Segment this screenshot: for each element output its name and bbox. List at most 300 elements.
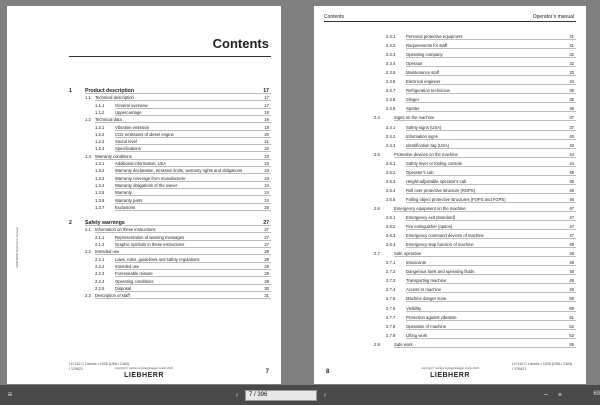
toc-entry-title: Vibration emission (115, 124, 150, 130)
toc-entry-page: 50 (569, 305, 574, 311)
toc-entry-underline (115, 188, 271, 189)
toc-entry[interactable] (314, 179, 586, 185)
toc-entry-title: Additional information, USA (115, 161, 167, 166)
toc-entry-underline (115, 151, 271, 152)
toc-entry-title: Spotter (406, 106, 420, 112)
toc-entry[interactable] (7, 257, 281, 263)
toc-entry-title: Warranty conditions (95, 153, 132, 159)
toc-entry-title: Foreseeable misuse (115, 271, 153, 277)
toc-entry-number: 2.3.3 (386, 52, 396, 58)
toc-entry-page: 35 (569, 88, 574, 94)
toc-entry-number: 2.2 (85, 249, 91, 255)
toc-entry[interactable] (7, 117, 281, 123)
toc-entry-page: 37 (569, 124, 574, 130)
toc-entry[interactable] (314, 43, 586, 49)
toc-entry-page: 34 (569, 79, 574, 85)
toc-entry-title: Warranty parts (115, 197, 143, 203)
footer-date: / 170621 (69, 367, 83, 371)
toc-entry-page: 32 (569, 52, 574, 58)
toc-entry[interactable] (7, 190, 281, 196)
toc-entry-number: 2.6.4 (386, 242, 396, 248)
toc-entry-title: CO2 emissions of diesel engine (115, 131, 174, 137)
toc-entry-number: 2 (69, 220, 72, 227)
toc-entry-page: 31 (569, 43, 574, 49)
toc-entry-number: 1.2.1 (95, 124, 105, 130)
toc-entry-underline (115, 130, 271, 131)
toc-entry-number: 1.2 (85, 117, 91, 123)
toc-entry[interactable] (7, 227, 281, 233)
toc-entry-underline (115, 291, 271, 292)
toc-entry[interactable] (314, 315, 586, 321)
toc-entry-underline (406, 39, 576, 40)
toc-entry-title: Exclusions (115, 204, 136, 210)
toc-entry-underline (394, 211, 576, 212)
footer-model: LH 110 C Litronic • 1028 (USA / CAN) (512, 362, 572, 366)
toc-entry-title: General overview (115, 102, 148, 108)
toc-entry-title: Technical data (95, 117, 122, 123)
toc-entry-number: 2.1.1 (95, 234, 105, 240)
toc-entry[interactable] (314, 324, 586, 330)
toc-entry-title: Safe work (394, 341, 413, 347)
toc-entry-page: 31 (569, 34, 574, 39)
toc-entry-page: 44 (569, 151, 574, 157)
toc-entry-page: 48 (569, 269, 574, 275)
toc-entry[interactable] (7, 139, 281, 145)
toc-entry-title: Uppercarriage (115, 109, 142, 115)
toc-entry[interactable] (314, 152, 586, 158)
liebherr-logo: LIEBHERR (430, 372, 470, 379)
toc-entry-number: 2.7.2 (386, 269, 396, 275)
toc-entry[interactable] (314, 70, 586, 76)
toc-entry-underline (115, 203, 271, 204)
contents-heading: Contents (212, 36, 269, 51)
toc-entry[interactable] (7, 125, 281, 131)
toc-entry-title: Personal protective equipment (406, 34, 463, 39)
toc-entry[interactable] (7, 286, 281, 292)
zoom-in-icon[interactable]: + (557, 390, 563, 399)
toc-entry[interactable] (7, 235, 281, 241)
toc-entry[interactable] (314, 215, 586, 221)
toc-entry-number: 1.1 (85, 95, 91, 101)
toc-entry-page: 48 (569, 251, 574, 257)
toc-entry-title: Disposal (115, 285, 132, 291)
toc-entry[interactable] (314, 342, 586, 348)
toc-entry[interactable] (314, 88, 586, 94)
toc-entry-title: Graphic symbols in these instructions (115, 242, 185, 247)
toc-entry[interactable] (7, 161, 281, 167)
toc-entry[interactable] (314, 52, 586, 58)
toc-entry[interactable] (7, 220, 281, 226)
toc-entry[interactable] (7, 176, 281, 182)
toc-entry-underline (406, 130, 576, 131)
toc-entry-page: 23 (264, 161, 269, 166)
toc-entry[interactable] (7, 271, 281, 277)
toc-entry-title: Safety signs (USA) (406, 124, 442, 130)
toc-entry-underline (115, 276, 271, 277)
running-header-right: Operator’s manual (532, 14, 574, 20)
toc-entry[interactable] (7, 242, 281, 248)
toc-entry-underline (406, 57, 576, 58)
toc-entry-number: 2.5.4 (386, 187, 396, 193)
document-page-left (7, 6, 281, 384)
toc-entry-page: 47 (569, 215, 574, 220)
toc-entry-underline (85, 225, 271, 226)
toc-entry-number: 2.2.5 (95, 285, 105, 291)
toc-entry[interactable] (314, 224, 586, 230)
toc-entry[interactable] (314, 79, 586, 85)
toc-entry-number: 2.2.4 (95, 278, 105, 284)
toc-entry-underline (85, 93, 271, 94)
toc-entry[interactable] (314, 306, 586, 312)
toc-entry-number: 2.5.5 (386, 196, 396, 202)
toc-entry-underline (115, 240, 271, 241)
toc-entry-number: 2.6.1 (386, 215, 396, 220)
toc-entry-underline (406, 148, 576, 149)
toc-entry-underline (406, 283, 576, 284)
toc-entry-underline (406, 301, 576, 302)
toc-entry-title: Information signs (406, 133, 438, 139)
toc-entry[interactable] (314, 260, 586, 266)
toc-entry-title: Falling object protective structures (FOPS and FGPS) (406, 196, 506, 202)
toc-entry-page: 53 (569, 332, 574, 338)
toc-entry-page: 45 (569, 178, 574, 184)
toc-entry-number: 2.8 (374, 341, 380, 347)
toc-entry[interactable] (314, 170, 586, 176)
toc-entry-number: 1.3.4 (95, 182, 105, 188)
toc-entry[interactable] (314, 161, 586, 167)
toc-entry-number: 2.4 (374, 115, 380, 121)
toc-entry-number: 1.3 (85, 153, 91, 159)
toc-entry[interactable] (314, 278, 586, 284)
toc-entry-number: 2.2.2 (95, 263, 105, 269)
toc-entry-title: Signs on the machine (394, 115, 435, 121)
toc-entry-number: 2.2.1 (95, 256, 105, 262)
toc-entry-number: 1.1.2 (95, 109, 105, 115)
toc-entry-underline (406, 274, 576, 275)
toc-entry-underline (406, 75, 576, 76)
toc-entry-underline (115, 195, 271, 196)
toc-entry-number: 2.1 (85, 227, 91, 233)
toc-entry-page: 32 (569, 61, 574, 67)
toc-entry-page: 27 (264, 234, 269, 240)
prev-page-icon[interactable]: ‹ (235, 391, 239, 399)
toc-entry-title: Warranty coverage from manufacturer (115, 175, 186, 181)
toc-entry-underline (115, 115, 271, 116)
toc-entry-title: Information on these instructions (95, 227, 156, 233)
toc-entry-title: Warranty declaration, emission limits, warranty rights and obligations (115, 168, 243, 174)
page-navigator (233, 390, 329, 401)
toc-entry-title: Requirements for staff (406, 43, 448, 49)
toc-entry-title: Operator’s cab (406, 169, 434, 175)
toc-entry-number: 2.2.3 (95, 271, 105, 277)
toc-entry-underline (406, 193, 576, 194)
toc-entry-underline (406, 166, 576, 167)
toc-entry-title: Sound level (115, 139, 137, 145)
toc-entry[interactable] (314, 287, 586, 293)
toc-entry[interactable] (7, 88, 281, 94)
toc-entry-underline (115, 210, 271, 211)
toc-entry-number: 2.5 (374, 151, 380, 157)
toc-entry-title: Protection against vibration (406, 314, 457, 320)
toc-entry-title: Operating conditions (115, 278, 154, 284)
toc-entry[interactable] (314, 134, 586, 140)
toc-entry-page: 21 (264, 139, 269, 145)
toc-entry-number: 2.3.5 (386, 70, 396, 76)
toc-entry[interactable] (314, 143, 586, 149)
toc-entry-underline (115, 262, 271, 263)
toc-entry-number: 1.3.6 (95, 197, 105, 203)
toc-entry-number: 1.3.3 (95, 175, 105, 181)
toc-entry[interactable] (7, 132, 281, 138)
toc-entry-title: Height-adjustable operator’s cab (406, 178, 467, 184)
toc-entry-number: 1.3.1 (95, 161, 105, 166)
toc-entry[interactable] (314, 233, 586, 239)
toc-entry-underline (406, 139, 576, 140)
toc-entry[interactable] (7, 95, 281, 101)
toc-entry-number: 2.7.1 (386, 260, 396, 266)
toc-entry-page: 52 (569, 323, 574, 329)
toc-entry-underline (95, 232, 271, 233)
toc-entry-underline (115, 108, 271, 109)
footer-copyright: copyright © Liebherr-Hydraulikbagger GmbH 2020 (421, 367, 479, 370)
toc-entry-title: Technical description (95, 95, 134, 101)
toc-entry[interactable] (314, 206, 586, 212)
toc-entry-page: 19 (264, 124, 269, 130)
toc-entry-page: 17 (264, 102, 269, 108)
toc-entry[interactable] (7, 110, 281, 116)
toc-entry-page: 29 (264, 271, 269, 277)
toc-entry-underline (406, 102, 576, 103)
toc-entry-page: 27 (264, 227, 269, 233)
toc-entry-underline (95, 254, 271, 255)
toc-entry-underline (406, 238, 576, 239)
toc-entry[interactable] (314, 97, 586, 103)
toc-entry-underline (406, 93, 576, 94)
toc-entry-title: Product description (85, 88, 134, 94)
toc-entry-title: Representation of warning messages (115, 234, 185, 240)
toc-entry-page: 49 (569, 278, 574, 284)
toc-entry[interactable] (7, 154, 281, 160)
toc-entry-underline (406, 338, 576, 339)
toc-entry-page: 23 (264, 175, 269, 181)
toc-entry-page: 47 (569, 205, 574, 211)
toc-entry-title: Visibility (406, 305, 422, 311)
toc-entry-page: 27 (263, 220, 269, 227)
toc-entry-title: Description of staff (95, 293, 130, 299)
toc-entry-number: 2.4.1 (386, 124, 396, 130)
toc-entry-underline (95, 122, 271, 123)
toc-entry-title: Safe operation (394, 251, 422, 257)
toc-entry-title: Intended use (115, 263, 140, 269)
toc-entry-page: 28 (264, 256, 269, 262)
viewer-toolbar (0, 385, 600, 405)
toc-entry-underline (394, 256, 576, 257)
toc-entry-number: 2.4.2 (386, 133, 396, 139)
toc-entry-number: 2.3.7 (386, 88, 396, 94)
toc-entry-page: 24 (264, 190, 269, 196)
toc-entry-page: 27 (264, 242, 269, 247)
toc-entry-page: 48 (569, 242, 574, 248)
toc-entry-underline (406, 175, 576, 176)
toc-entry-underline (406, 265, 576, 266)
side-margin-text: LIEBHERR Operator’s manual (15, 227, 19, 268)
toc-entry-number: 1.3.5 (95, 190, 105, 196)
toc-entry-underline (406, 229, 576, 230)
toc-entry-page: 24 (264, 197, 269, 203)
toc-entry-title: Warranty (115, 190, 132, 196)
toc-entry[interactable] (7, 264, 281, 270)
toc-entry-page: 44 (569, 160, 574, 166)
toc-entry-title: Warranty obligations of the owner (115, 182, 178, 188)
toc-entry-underline (406, 220, 576, 221)
toc-entry-page: 47 (569, 224, 574, 230)
zoom-out-icon[interactable]: − (543, 390, 549, 399)
toc-entry-number: 2.3.1 (386, 34, 396, 39)
toc-entry-number: 2.7.7 (386, 314, 396, 320)
toc-entry[interactable] (314, 197, 586, 203)
toc-entry-number: 2.7.4 (386, 287, 396, 293)
toc-entry-underline (406, 292, 576, 293)
toc-entry-number: 2.4.3 (386, 142, 396, 148)
toc-entry[interactable] (7, 205, 281, 211)
toc-entry-underline (115, 166, 271, 167)
toc-entry-title: Operator (406, 61, 423, 67)
toc-entry-underline (95, 298, 271, 299)
toc-entry-number: 1 (69, 88, 72, 94)
toc-entry-underline (115, 181, 271, 182)
toc-entry-number: 2.7.8 (386, 323, 396, 329)
toc-entry-number: 1.2.2 (95, 131, 105, 137)
toc-entry-title: Emergency command devices of machine (406, 233, 484, 239)
toc-entry[interactable] (314, 269, 586, 275)
toc-entry-page: 51 (569, 314, 574, 320)
toc-entry-underline (406, 247, 576, 248)
toc-entry[interactable] (314, 125, 586, 131)
toc-entry-underline (406, 202, 576, 203)
header-rule (324, 21, 576, 22)
toc-entry-underline (95, 100, 271, 101)
toc-entry-number: 2.7.9 (386, 332, 396, 338)
page-number-input[interactable]: 7 / 396 (245, 390, 317, 401)
toc-entry-title: Safety lever or folding console (406, 160, 463, 166)
toc-entry-page: 17 (263, 88, 269, 94)
toc-entry-number: 2.3.6 (386, 79, 396, 85)
toc-entry[interactable] (314, 333, 586, 339)
toc-entry-page: 20 (264, 131, 269, 137)
toc-entry-page: 28 (264, 263, 269, 269)
toc-entry[interactable] (7, 103, 281, 109)
footer-model: LH 110 C Litronic • 1028 (USA / CAN) (69, 362, 129, 366)
toc-entry-underline (115, 247, 271, 248)
footer-model-info (512, 362, 572, 372)
toc-entry-underline (406, 48, 576, 49)
toc-entry[interactable] (314, 251, 586, 257)
toc-entry-page: 47 (569, 233, 574, 239)
toc-entry-underline (394, 120, 576, 121)
toc-entry-page: 30 (264, 285, 269, 291)
toc-entry-underline (406, 111, 576, 112)
toc-entry[interactable] (7, 293, 281, 299)
toc-entry-underline (406, 320, 576, 321)
toc-entry[interactable] (7, 279, 281, 285)
toc-entry[interactable] (314, 34, 586, 40)
liebherr-logo: LIEBHERR (124, 372, 164, 379)
toc-entry[interactable] (7, 198, 281, 204)
toc-entry-underline (406, 311, 576, 312)
menu-icon[interactable]: ≡ (7, 390, 13, 399)
toc-entry-number: 1.1.1 (95, 102, 105, 108)
toc-entry-number: 2.6.2 (386, 224, 396, 230)
toc-entry-page: 31 (264, 293, 269, 299)
toc-entry-page: 40 (569, 133, 574, 139)
toc-entry-underline (115, 137, 271, 138)
toc-entry-title: Electrical engineer (406, 79, 441, 85)
toc-entry-page: 50 (569, 296, 574, 302)
toc-entry-number: 2.7.3 (386, 278, 396, 284)
toc-entry-title: Dangerous fuels and operating fluids (406, 269, 475, 275)
toc-entry-title: Access to machine (406, 287, 442, 293)
toc-entry-page: 49 (569, 287, 574, 293)
toc-entry-page: 29 (264, 278, 269, 284)
toc-entry[interactable] (314, 188, 586, 194)
toc-entry-underline (394, 157, 576, 158)
toc-entry-page: 46 (569, 196, 574, 202)
footer-date: / 170621 (512, 367, 527, 371)
toc-entry[interactable] (314, 106, 586, 112)
toc-entry-title: Operation of machine (406, 323, 447, 329)
toc-entry-title: Emergency stop function of machine (406, 242, 474, 248)
toc-entry[interactable] (7, 146, 281, 152)
toc-entry-title: Intended use (95, 249, 120, 255)
toc-entry-title: Machine danger zone (406, 296, 447, 302)
toc-entry[interactable] (7, 249, 281, 255)
toc-entry-underline (115, 173, 271, 174)
toc-entry[interactable] (314, 61, 586, 67)
toc-entry-title: Safety warnings (85, 220, 125, 227)
toc-entry[interactable] (314, 242, 586, 248)
document-page-right (314, 6, 586, 384)
toc-entry-page: 23 (264, 153, 269, 159)
toc-entry-title: Specifications (115, 146, 141, 152)
toc-entry-number: 2.3.8 (386, 97, 396, 103)
page-number: 8 (326, 369, 330, 375)
toc-entry-underline (406, 84, 576, 85)
toc-entry-underline (115, 269, 271, 270)
toc-entry-page: 28 (264, 249, 269, 255)
toc-entry[interactable] (7, 183, 281, 189)
toc-entry-underline (406, 184, 576, 185)
toc-entry[interactable] (7, 168, 281, 174)
toc-entry-number: 1.2.3 (95, 139, 105, 145)
toc-entry-page: 43 (569, 142, 574, 148)
page-number: 7 (265, 369, 269, 375)
toc-entry-title: Transporting machine (406, 278, 447, 284)
toc-entry-number: 2.5.3 (386, 178, 396, 184)
toc-entry-number: 1.2.4 (95, 146, 105, 152)
toc-entry-number: 2.7.6 (386, 305, 396, 311)
toc-entry-page: 37 (569, 115, 574, 121)
zoom-level[interactable]: 69 (593, 391, 600, 397)
toc-entry[interactable] (314, 115, 586, 121)
toc-entry-number: 1.3.2 (95, 168, 105, 174)
toc-entry-underline (115, 144, 271, 145)
toc-entry-page: 45 (569, 169, 574, 175)
next-page-icon[interactable]: › (323, 391, 327, 399)
toc-entry-title: Operating company (406, 52, 443, 58)
toc-entry-title: Emergency exit (standard) (406, 215, 456, 220)
toc-entry-number: 2.7 (374, 251, 380, 257)
toc-entry[interactable] (314, 296, 586, 302)
